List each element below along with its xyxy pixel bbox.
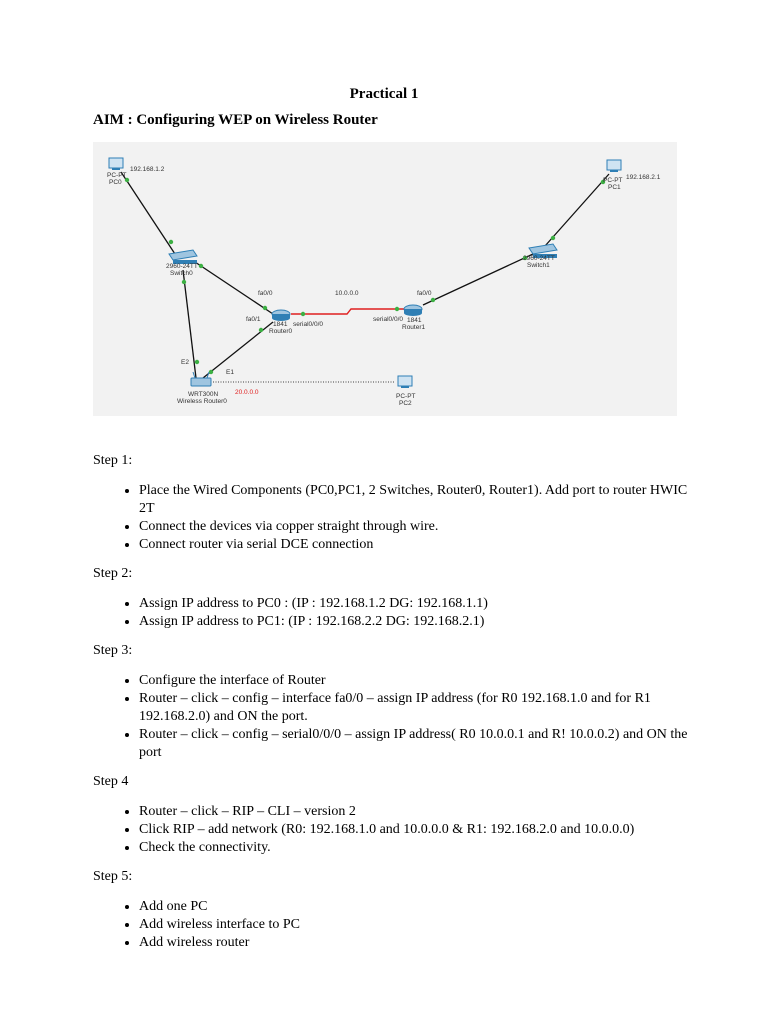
step-heading: Step 2: bbox=[93, 566, 133, 581]
cable-serial-router0-router1 bbox=[291, 309, 405, 314]
router1-port-fa00: fa0/0 bbox=[417, 290, 432, 297]
pc0-ip: 192.168.1.2 bbox=[130, 166, 165, 173]
step-bullet: • Place the Wired Components (PC0,PC1, 2 Switches, Router0, Router1). Add port to router HWIC 2T bbox=[139, 482, 693, 518]
step-bullet: • Add wireless interface to PC bbox=[139, 916, 693, 934]
pc0-name: PC0 bbox=[109, 179, 122, 186]
step-bullets bbox=[93, 595, 693, 631]
pc1-type: PC-PT bbox=[603, 177, 623, 184]
cable-pc0-switch0 bbox=[121, 172, 175, 254]
step-bullet: • Router – click – RIP – CLI – version 2 bbox=[139, 803, 693, 821]
page-title: Practical 1 bbox=[349, 86, 419, 102]
step-bullet: • Add wireless router bbox=[139, 934, 693, 952]
step-bullets bbox=[93, 482, 693, 554]
step-bullets bbox=[93, 672, 693, 762]
pc2-type: PC-PT bbox=[396, 393, 416, 400]
step-bullet: • Check the connectivity. bbox=[139, 839, 693, 857]
step-bullets bbox=[93, 803, 693, 857]
cable-switch0-router0 bbox=[195, 262, 273, 314]
cables bbox=[121, 172, 609, 382]
cable-switch1-pc1 bbox=[545, 174, 609, 246]
step-bullets bbox=[93, 898, 693, 952]
switch1-name: Switch1 bbox=[527, 262, 550, 269]
step-bullet: • Assign IP address to PC0 : (IP : 192.168.1.2 DG: 192.168.1.1) bbox=[139, 595, 693, 613]
switch0-name: Switch0 bbox=[170, 270, 193, 277]
router0-model: 1841 bbox=[273, 321, 288, 328]
steps-content bbox=[93, 452, 693, 963]
link-lights bbox=[125, 178, 605, 374]
router0-name: Router0 bbox=[269, 328, 293, 335]
step-bullet: • Router – click – config – interface fa0/0 – assign IP address (for R0 192.168.1.0 and for R1 192.168.2.0) and ON the port. bbox=[139, 690, 693, 726]
switch1-model: 2960-24TT bbox=[523, 255, 555, 262]
step-bullet: • Add one PC bbox=[139, 898, 693, 916]
step-heading: Step 5: bbox=[93, 869, 133, 884]
wireless-port-e1: E1 bbox=[226, 369, 234, 376]
pc1-name: PC1 bbox=[608, 184, 621, 191]
router0-port-fa00: fa0/0 bbox=[258, 290, 273, 297]
router0-port-serial: serial0/0/0 bbox=[293, 321, 323, 328]
pc2-icon[interactable] bbox=[398, 376, 412, 388]
step-heading: Step 4 bbox=[93, 774, 129, 789]
wireless-port-e2: E2 bbox=[181, 359, 189, 366]
router1-port-serial: serial0/0/0 bbox=[373, 316, 403, 323]
aim-heading: AIM : Configuring WEP on Wireless Router bbox=[93, 112, 378, 128]
pc1-ip: 192.168.2.1 bbox=[626, 174, 661, 181]
cable-router1-switch1 bbox=[423, 254, 533, 305]
router1-model: 1841 bbox=[407, 317, 422, 324]
router1-name: Router1 bbox=[402, 324, 426, 331]
network-topology bbox=[93, 142, 677, 416]
router0-port-fa01: fa0/1 bbox=[246, 316, 261, 323]
router0-icon[interactable] bbox=[272, 310, 290, 321]
switch0-model: 2960-24TT bbox=[166, 263, 198, 270]
wireless-router-icon[interactable] bbox=[191, 372, 211, 386]
step-heading: Step 3: bbox=[93, 643, 133, 658]
pc2-name: PC2 bbox=[399, 400, 412, 407]
wireless-model: WRT300N bbox=[188, 391, 219, 398]
wireless-name: Wireless Router0 bbox=[177, 398, 227, 405]
pc0-type: PC-PT bbox=[107, 172, 127, 179]
router1-icon[interactable] bbox=[404, 305, 422, 316]
pc1-icon[interactable] bbox=[607, 160, 621, 172]
step-heading: Step 1: bbox=[93, 453, 133, 468]
step-bullet: • Configure the interface of Router bbox=[139, 672, 693, 690]
step-bullet: • Connect the devices via copper straight through wire. bbox=[139, 518, 693, 536]
wireless-network-label: 20.0.0.0 bbox=[235, 389, 259, 396]
network-diagram bbox=[93, 142, 677, 416]
step-bullet: • Click RIP – add network (R0: 192.168.1.0 and 10.0.0.0 & R1: 192.168.2.0 and 10.0.0.0) bbox=[139, 821, 693, 839]
step-bullet: • Assign IP address to PC1: (IP : 192.168.2.2 DG: 192.168.2.1) bbox=[139, 613, 693, 631]
pc0-icon[interactable] bbox=[109, 158, 123, 170]
step-bullet: • Connect router via serial DCE connection bbox=[139, 536, 693, 554]
step-bullet: • Router – click – config – serial0/0/0 – assign IP address( R0 10.0.0.1 and R! 10.0.0.2) and ON the port bbox=[139, 726, 693, 762]
serial-network-label: 10.0.0.0 bbox=[335, 290, 359, 297]
